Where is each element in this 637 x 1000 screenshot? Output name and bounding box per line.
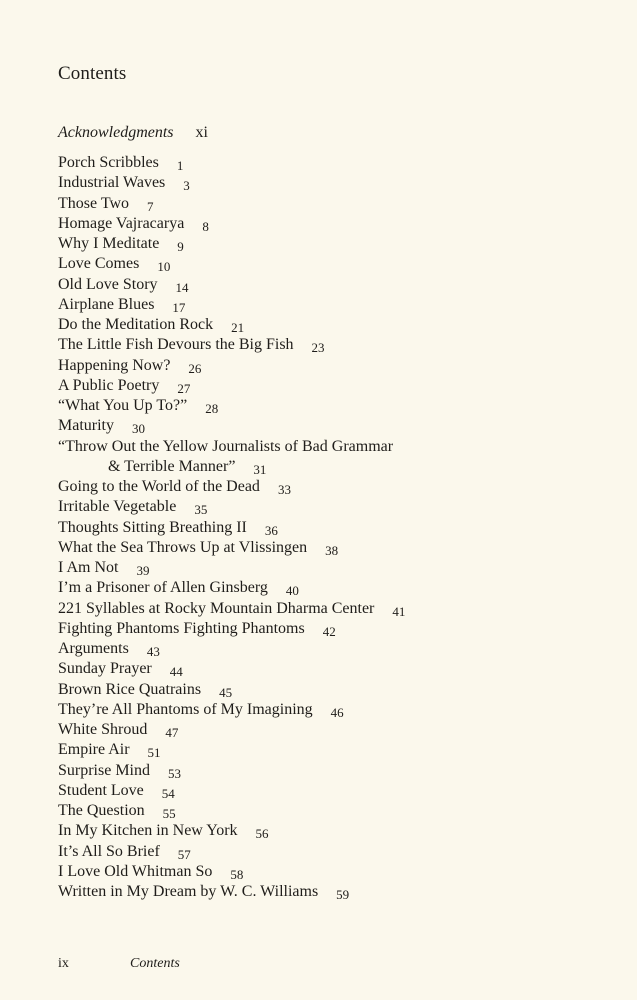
page-footer (58, 955, 180, 973)
running-head: Contents (130, 956, 180, 971)
toc-entry-page-number: 27 (177, 380, 191, 396)
toc-entry (58, 761, 405, 781)
toc-entry-page-number: 14 (175, 279, 189, 295)
toc-entry-page-number: 45 (219, 684, 233, 700)
toc-entry-page-number: 47 (165, 725, 179, 740)
toc-entry-page-number: 35 (194, 502, 208, 518)
toc-entry-page-number: 38 (325, 542, 339, 558)
toc-entry (58, 437, 405, 478)
toc-entry-page-number: 59 (336, 887, 350, 902)
toc-entry (58, 477, 405, 497)
toc-entry-title: Acknowledgments (58, 124, 174, 141)
page-title: Contents (58, 63, 127, 84)
toc-entry (58, 599, 405, 619)
toc-entry-page-number: 31 (253, 461, 267, 477)
toc-entry-page-number: 41 (392, 603, 406, 619)
toc-entry-title: In My Kitchen in New York (58, 822, 238, 840)
toc-entry-page-number: 44 (169, 664, 183, 680)
toc-entry-title: Porch Scribbles (58, 154, 159, 171)
toc-entry (58, 518, 405, 538)
toc-entry-page-number: 9 (177, 239, 184, 254)
toc-entry-page-number: 55 (162, 806, 176, 821)
toc-entry (58, 356, 405, 376)
toc-entry-title: Sunday Prayer (58, 660, 152, 678)
toc-entry-title: Going to the World of the Dead (58, 478, 260, 495)
table-of-contents (58, 153, 405, 902)
toc-entry (58, 882, 405, 902)
toc-entry-title: They’re All Phantoms of My Imagining (58, 700, 313, 718)
toc-entry (58, 639, 405, 659)
toc-entry (58, 538, 405, 558)
page-folio: ix (58, 956, 69, 971)
toc-entry-title: Homage Vajracarya (58, 214, 185, 232)
toc-entry (58, 254, 405, 274)
toc-entry (58, 295, 405, 315)
toc-entry-title: Those Two (58, 194, 130, 212)
toc-entry-title: The Question (58, 802, 145, 819)
toc-entry-title: Do the Meditation Rock (58, 316, 214, 333)
toc-entry-page-number: 51 (147, 745, 161, 761)
toc-entry-title: I’m a Prisoner of Allen Ginsberg (58, 579, 268, 597)
toc-entry-title: It’s All So Brief (58, 842, 160, 860)
toc-entry-title: I Love Old Whitman So (58, 862, 213, 880)
toc-entry (58, 234, 405, 254)
toc-entry (58, 700, 405, 720)
toc-entry (58, 619, 405, 639)
toc-entry-title: Old Love Story (58, 275, 158, 293)
toc-entry (58, 335, 405, 355)
toc-entry-title: The Little Fish Devours the Big Fish (58, 336, 294, 354)
toc-entry (58, 578, 405, 598)
toc-entry-title: Student Love (58, 781, 144, 799)
toc-entry-title: Fighting Phantoms Fighting Phantoms (58, 619, 305, 637)
toc-entry-page-number: 56 (255, 826, 269, 842)
toc-entry (58, 801, 405, 821)
toc-entry-page-number: 53 (168, 765, 181, 781)
toc-entry-title-continuation (58, 457, 405, 477)
toc-entry-page-number: 21 (231, 320, 245, 335)
toc-entry-page-number: 3 (183, 178, 190, 194)
toc-entry-page-number: 1 (176, 158, 184, 173)
toc-entry-page-number: 30 (132, 421, 145, 437)
toc-entry-title: Surprise Mind (58, 761, 150, 779)
toc-entry-page-number: 58 (230, 866, 244, 882)
toc-entry-page-number: 40 (285, 583, 299, 599)
toc-entry (58, 153, 405, 173)
toc-entry (58, 376, 405, 396)
toc-entry-title: 221 Syllables at Rocky Mountain Dharma Center (58, 599, 375, 617)
toc-entry (58, 497, 405, 517)
toc-entry (58, 275, 405, 295)
toc-entry (58, 821, 405, 841)
toc-entry-page-number: 42 (322, 623, 336, 639)
toc-entry-page-number: 7 (147, 198, 154, 214)
toc-entry (58, 315, 405, 335)
toc-entry-page-number: 57 (177, 846, 191, 862)
toc-entry-title: “Throw Out the Yellow Journalists of Bad Grammar (58, 437, 394, 455)
toc-entry-title: Arguments (58, 640, 129, 657)
toc-entry (58, 194, 405, 214)
toc-entry-title: Love Comes (58, 255, 140, 273)
toc-entry (58, 558, 405, 578)
toc-entry-page-number: 46 (330, 704, 344, 720)
toc-entry-page-number: 33 (277, 482, 291, 497)
toc-entry-title: White Shroud (58, 721, 148, 738)
toc-entry-title: Irritable Vegetable (58, 498, 177, 516)
toc-entry (58, 659, 405, 679)
toc-entry-page-number: 17 (172, 299, 186, 315)
toc-entry-title: What the Sea Throws Up at Vlissingen (58, 538, 308, 556)
toc-entry-page-number: 8 (202, 218, 209, 234)
toc-entry-page-number: 23 (311, 340, 325, 356)
toc-entry-title: Maturity (58, 417, 114, 435)
toc-entry-title: Airplane Blues (58, 295, 155, 313)
toc-entry (58, 781, 405, 801)
toc-entry (58, 862, 405, 882)
toc-entry-page-number: 26 (188, 360, 202, 376)
toc-entry-title: I Am Not (58, 559, 119, 576)
toc-entry-title: “What You Up To?” (58, 397, 188, 414)
toc-entry-title: Industrial Waves (58, 174, 166, 192)
toc-entry-page-number: 39 (136, 563, 150, 578)
toc-entry (58, 173, 405, 193)
toc-entry-acknowledgments (58, 123, 208, 143)
toc-entry-title: Happening Now? (58, 356, 171, 374)
toc-entry-title: Brown Rice Quatrains (58, 680, 202, 698)
toc-entry-title: A Public Poetry (58, 376, 160, 394)
toc-entry-title: Thoughts Sitting Breathing II (58, 518, 247, 536)
toc-entry (58, 842, 405, 862)
toc-entry-title: Why I Meditate (58, 235, 160, 252)
toc-entry (58, 396, 405, 416)
toc-entry-page-number: xi (195, 124, 208, 141)
toc-entry-page-number: 43 (146, 644, 160, 659)
toc-entry-title: Written in My Dream by W. C. Williams (58, 883, 319, 900)
toc-entry (58, 214, 405, 234)
toc-entry-page-number: 28 (205, 401, 219, 416)
toc-entry (58, 680, 405, 700)
toc-entry (58, 416, 405, 436)
toc-entry-page-number: 10 (157, 259, 171, 275)
toc-entry-title-continuation-text: & Terrible Manner” (108, 457, 236, 475)
toc-entry (58, 740, 405, 760)
toc-entry-page-number: 54 (161, 785, 175, 801)
toc-entry (58, 720, 405, 740)
toc-entry-title: Empire Air (58, 741, 130, 759)
toc-entry-page-number: 36 (264, 522, 278, 538)
